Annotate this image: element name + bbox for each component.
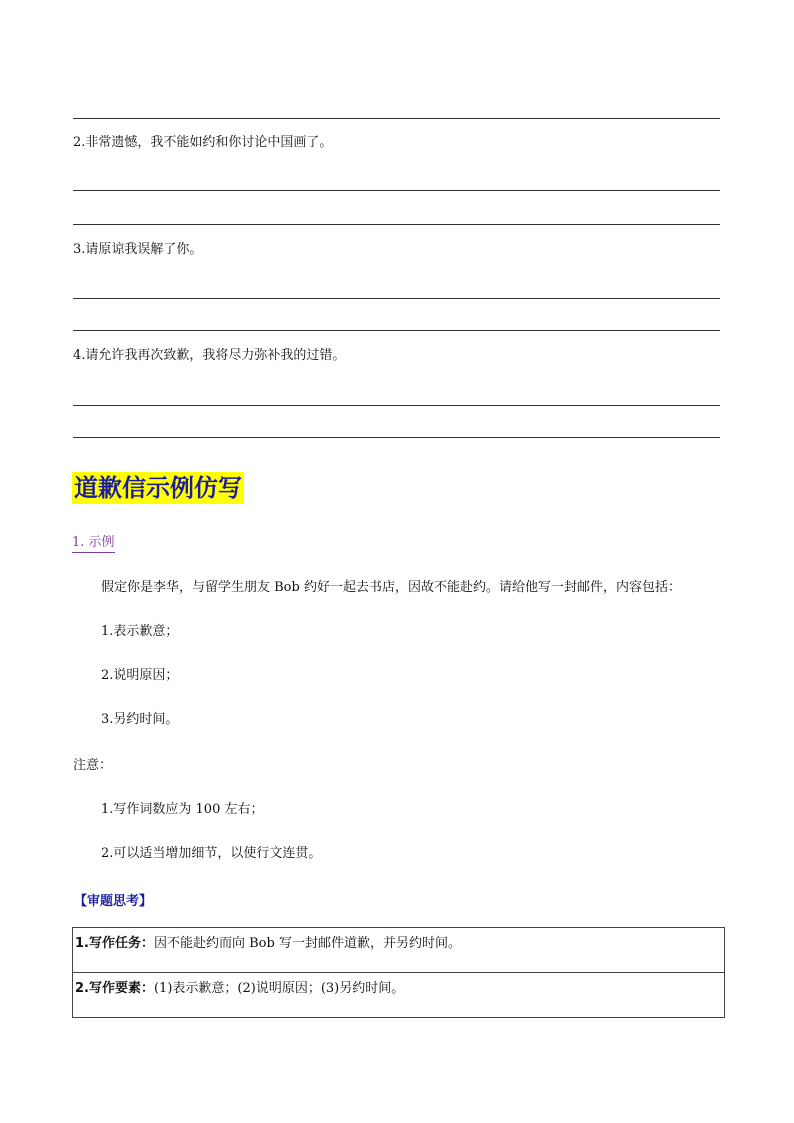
task-prompt: 假定你是李华，与留学生朋友 Bob 约好一起去书店，因故不能赴约。请给他写一封邮件，内容包括： xyxy=(101,580,681,595)
exercise-item: 2.非常遗憾，我不能如约和你讨论中国画了。 xyxy=(73,135,333,150)
analysis-table xyxy=(72,927,725,1018)
analysis-label: 【审题思考】 xyxy=(74,894,153,909)
section-heading: 道歉信示例仿写 xyxy=(74,474,242,502)
sub-heading: 1. 示例 xyxy=(72,535,115,553)
note-item: 1.写作词数应为 100 左右； xyxy=(101,802,264,817)
answer-line xyxy=(73,190,720,191)
answer-line xyxy=(73,330,720,331)
row-label: 1.写作任务： xyxy=(75,936,154,951)
requirement-item: 2.说明原因； xyxy=(101,668,179,683)
requirement-item: 3.另约时间。 xyxy=(101,712,179,727)
row-text: (1)表示歉意；(2)说明原因；(3)另约时间。 xyxy=(153,981,405,996)
row-label: 2.写作要素： xyxy=(75,981,154,996)
row-text: 因不能赴约而向 Bob 写一封邮件道歉，并另约时间。 xyxy=(153,936,461,951)
table-row xyxy=(73,973,724,1017)
table-row xyxy=(73,928,724,973)
exercise-item: 4.请允许我再次致歉，我将尽力弥补我的过错。 xyxy=(73,348,346,363)
answer-line xyxy=(73,405,720,406)
answer-line xyxy=(73,118,720,119)
answer-line xyxy=(73,298,720,299)
exercise-item: 3.请原谅我误解了你。 xyxy=(73,242,203,257)
note-item: 2.可以适当增加细节，以使行文连贯。 xyxy=(101,846,322,861)
requirement-item: 1.表示歉意； xyxy=(101,624,179,639)
note-label: 注意： xyxy=(73,758,113,773)
answer-line xyxy=(73,437,720,438)
answer-line xyxy=(73,224,720,225)
